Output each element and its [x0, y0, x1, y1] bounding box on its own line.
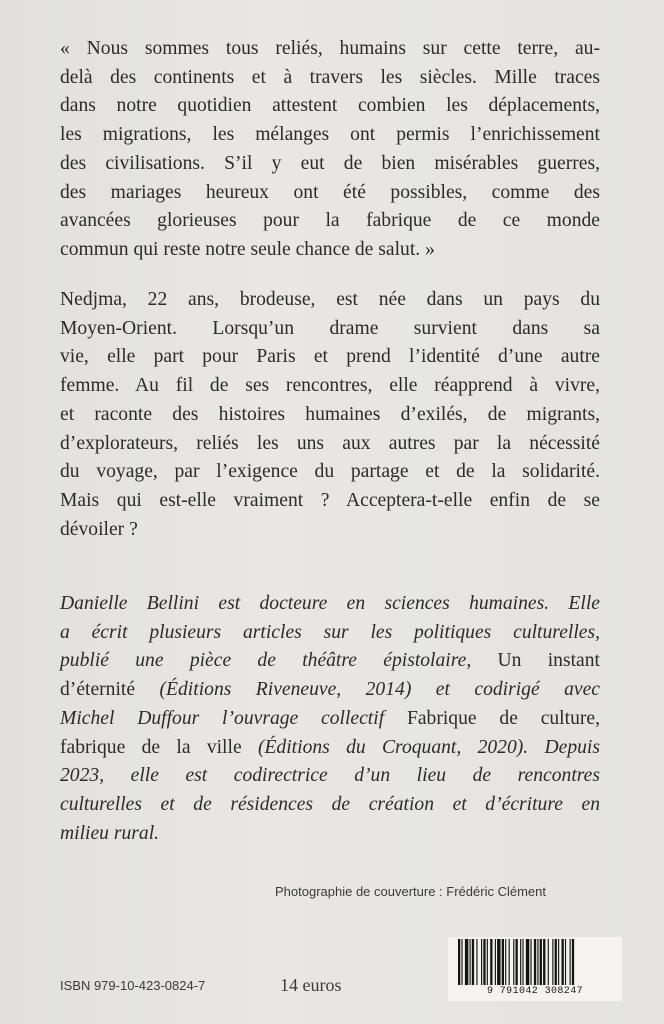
bio-text: Michel Duffour l’ouvrage collectif [60, 707, 385, 729]
bio-line [60, 676, 600, 705]
barcode-bar [483, 939, 485, 985]
synopsis-paragraph [60, 286, 600, 544]
bio-text: (Éditions Riveneuve, 2014) et codirigé avec [135, 679, 600, 701]
synopsis-line: et raconte des histoires humaines d’exilés, de migrants, [60, 403, 600, 425]
barcode-bar [497, 939, 500, 985]
barcode-bar [558, 939, 559, 985]
barcode-bar [572, 939, 574, 985]
barcode-bars-icon [454, 939, 616, 985]
bio-line [60, 705, 600, 734]
barcode-bar [522, 939, 523, 985]
quote-line: « Nous sommes tous reliés, humains sur cette terre, au- [60, 38, 600, 59]
barcode-bar [476, 939, 477, 985]
barcode-bar [487, 939, 488, 985]
synopsis-line: femme. Au fil de ses rencontres, elle réapprend à vivre, [60, 375, 600, 397]
synopsis-line: Mais qui est-elle vraiment ? Acceptera-t-elle enfin de se [60, 489, 600, 511]
book-title-text: fabrique de la ville [60, 736, 242, 758]
bio-text: (Éditions du Croquant, 2020). Depuis [241, 736, 600, 758]
book-title-text: Un instant [471, 650, 600, 672]
barcode-bar [520, 939, 521, 985]
barcode-bar [472, 939, 474, 985]
bio-line [60, 820, 600, 849]
barcode-bar [481, 939, 482, 985]
synopsis-line: Moyen-Orient. Lorsqu’un drame survient dans sa [60, 317, 600, 339]
quote-line: dans notre quotidien attestent combien les déplacements, [60, 95, 600, 117]
barcode-bar [534, 939, 536, 985]
quote-line: commun qui reste notre seule chance de salut. » [60, 238, 435, 260]
bio-text: milieu rural. [60, 822, 160, 844]
barcode-digits: 9 791042 308247 [486, 986, 583, 997]
synopsis-line: dévoiler ? [60, 518, 138, 540]
barcode-bar [502, 939, 504, 985]
quote-paragraph [60, 35, 600, 265]
barcode [448, 937, 622, 1001]
barcode-bar [555, 939, 557, 985]
barcode-bar [537, 939, 538, 985]
barcode-bar [513, 939, 514, 985]
book-title-text: d’éternité [60, 679, 136, 701]
barcode-bar [505, 939, 506, 985]
barcode-bar [509, 939, 510, 985]
barcode-bar [562, 939, 564, 985]
bio-line [60, 619, 600, 648]
bio-line [60, 590, 600, 619]
isbn-number: ISBN 979-10-423-0824-7 [60, 978, 206, 993]
quote-line: des mariages heureux ont été possibles, comme des [60, 181, 600, 203]
quote-line: delà des continents et à travers les siècles. Mille traces [60, 66, 600, 88]
synopsis-line: d’explorateurs, reliés les uns aux autres par la nécessité [60, 432, 600, 454]
bio-line [60, 762, 600, 791]
bio-text: culturelles et de résidences de création et d’écriture en [60, 793, 600, 815]
barcode-bar [565, 939, 566, 985]
synopsis-line: du voyage, par l’exigence du partage et de la solidarité. [60, 461, 600, 483]
barcode-bar [548, 939, 549, 985]
quote-line: les migrations, les mélanges ont permis l’enrichissement [60, 124, 600, 146]
barcode-bar [526, 939, 529, 985]
barcode-bar [543, 939, 545, 985]
author-bio-paragraph [60, 590, 600, 848]
synopsis-line: Nedjma, 22 ans, brodeuse, est née dans un pays du [60, 289, 600, 310]
barcode-bar [540, 939, 542, 985]
barcode-bar [461, 939, 462, 985]
price-label: 14 euros [280, 975, 342, 995]
photo-credit: Photographie de couverture : Frédéric Clément [275, 884, 546, 899]
bio-line [60, 734, 600, 763]
synopsis-line: vie, elle part pour Paris et prend l’identité d’une autre [60, 346, 600, 368]
bio-text: publié une pièce de théâtre épistolaire, [60, 650, 472, 672]
barcode-bar [495, 939, 496, 985]
barcode-bar [465, 939, 468, 985]
bio-text: a écrit plusieurs articles sur les politiques culturelles, [60, 621, 600, 643]
book-title-text: Fabrique de culture, [384, 707, 600, 729]
barcode-bar [470, 939, 471, 985]
barcode-bar [490, 939, 492, 985]
barcode-bar [516, 939, 518, 985]
bio-line [60, 647, 600, 676]
quote-line: avancées glorieuses pour la fabrique de ce monde [60, 210, 600, 232]
barcode-bar [530, 939, 531, 985]
barcode-bar [458, 939, 460, 985]
bio-line [60, 791, 600, 820]
quote-line: des civilisations. S’il y eut de bien misérables guerres, [60, 152, 600, 174]
bio-text: Danielle Bellini est docteure en sciences humaines. Elle [60, 593, 600, 614]
barcode-bar [552, 939, 553, 985]
bio-text: 2023, elle est codirectrice d’un lieu de rencontres [60, 765, 600, 787]
barcode-bar [570, 939, 571, 985]
